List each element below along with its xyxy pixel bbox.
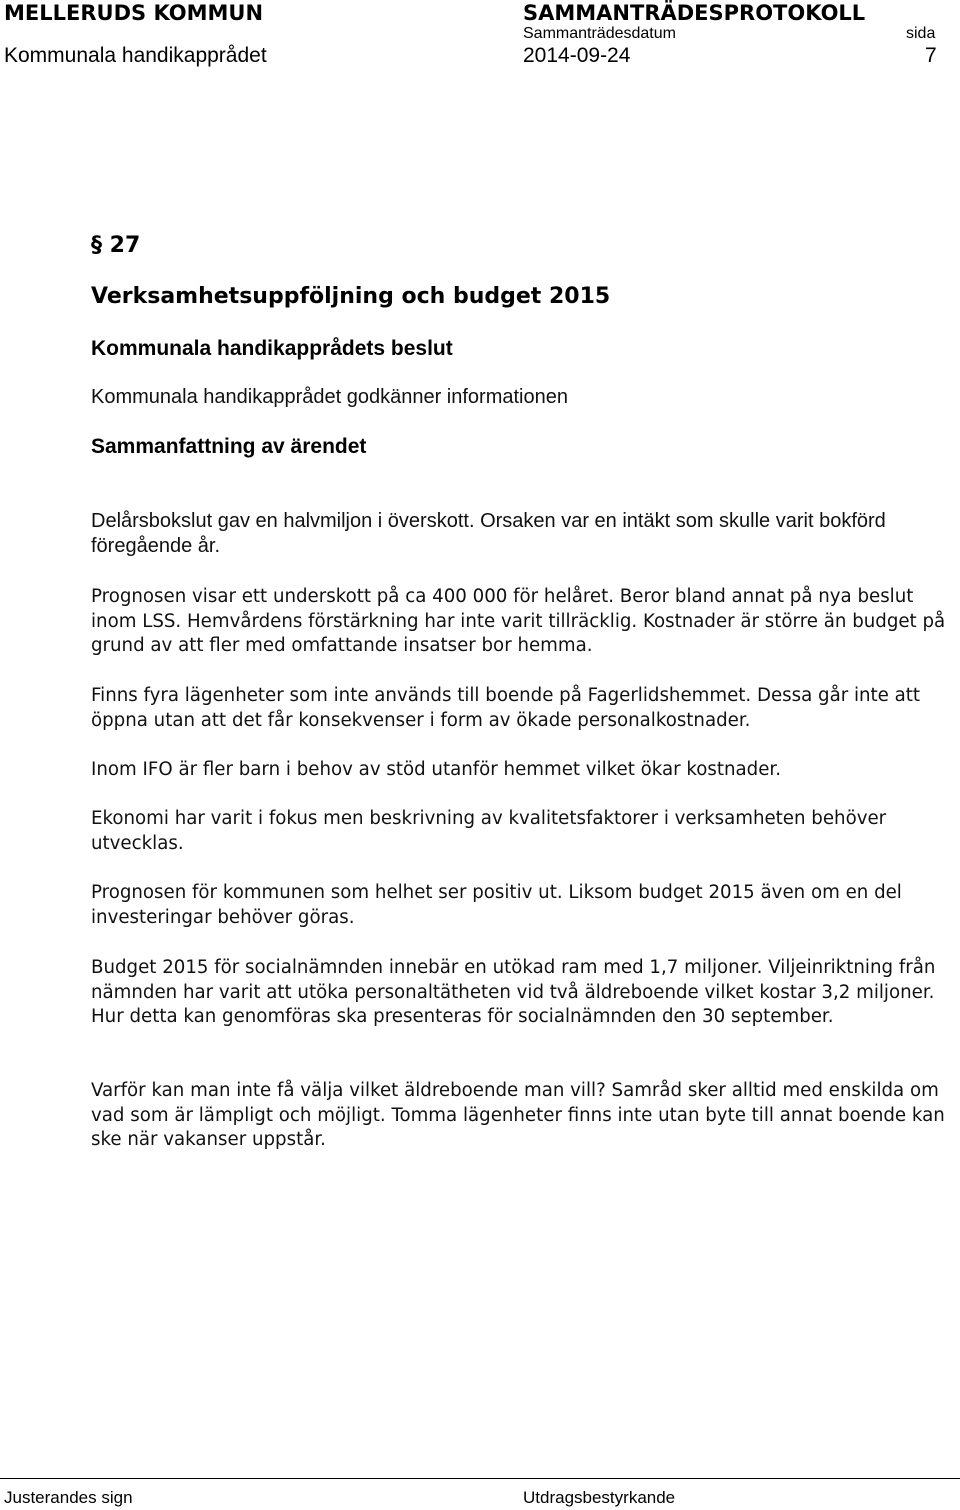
decision-text: Kommunala handikapprådet godkänner informationen	[91, 386, 568, 408]
paragraph-number: § 27	[91, 233, 141, 258]
body-paragraph-ifo: Inom IFO är fler barn i behov av stöd utanför hemmet vilket ökar kostnader.	[91, 759, 782, 780]
section-title: Verksamhetsuppföljning och budget 2015	[91, 284, 611, 309]
footer-certification-label: Utdragsbestyrkande	[523, 1488, 676, 1507]
body-paragraph-municipality: Prognosen för kommunen som helhet ser positiv ut. Liksom budget 2015 även om en del investeringar behöver göras.	[91, 882, 902, 928]
body-paragraph-question: Varför kan man inte få välja vilket äldreboende man vill? Samråd sker alltid med enskilda om vad som är lämpligt och möjligt. Tomma lägenheter finns inte utan byte till annat boende kan ske när vakanser uppstår.	[91, 1080, 945, 1150]
page-number: 7	[925, 44, 937, 67]
body-paragraph-economy: Ekonomi har varit i fokus men beskrivning av kvalitetsfaktorer i verksamheten behöver utvecklas.	[91, 808, 887, 854]
footer-rule	[0, 1478, 960, 1479]
meeting-date: 2014-09-24	[523, 44, 631, 67]
summary-heading: Sammanfattning av ärendet	[91, 435, 367, 458]
decision-heading: Kommunala handikapprådets beslut	[91, 337, 453, 360]
meeting-date-label: Sammanträdesdatum	[523, 25, 676, 42]
footer-signature-label: Justerandes sign	[4, 1488, 133, 1507]
body-paragraph-apartments: Finns fyra lägenheter som inte används till boende på Fagerlidshemmet. Dessa går inte att öppna utan att det får konsekvenser i form av ökade personalkostnader.	[91, 685, 921, 731]
page-label: sida	[906, 25, 936, 42]
organization-name: MELLERUDS KOMMUN	[4, 1, 264, 25]
document-type: SAMMANTRÄDESPROTOKOLL	[523, 1, 866, 25]
body-paragraph-budget: Budget 2015 för socialnämnden innebär en utökad ram med 1,7 miljoner. Viljeinriktning från nämnden har varit att utöka personaltätheten vid två äldreboende vilket kostar 3,2 miljoner. Hur detta kan genomföras ska presenteras för socialnämnden den 30 september.	[91, 957, 936, 1027]
committee-name: Kommunala handikapprådet	[4, 44, 267, 67]
summary-paragraph: Delårsbokslut gav en halvmiljon i överskott. Orsaken var en intäkt som skulle varit bokförd föregående år.	[91, 510, 886, 557]
body-paragraph-forecast: Prognosen visar ett underskott på ca 400 000 för helåret. Beror bland annat på nya beslut inom LSS. Hemvårdens förstärkning har inte varit tillräcklig. Kostnader är större än budget på grund av att fler med omfattande insatser bor hemma.	[91, 586, 946, 656]
